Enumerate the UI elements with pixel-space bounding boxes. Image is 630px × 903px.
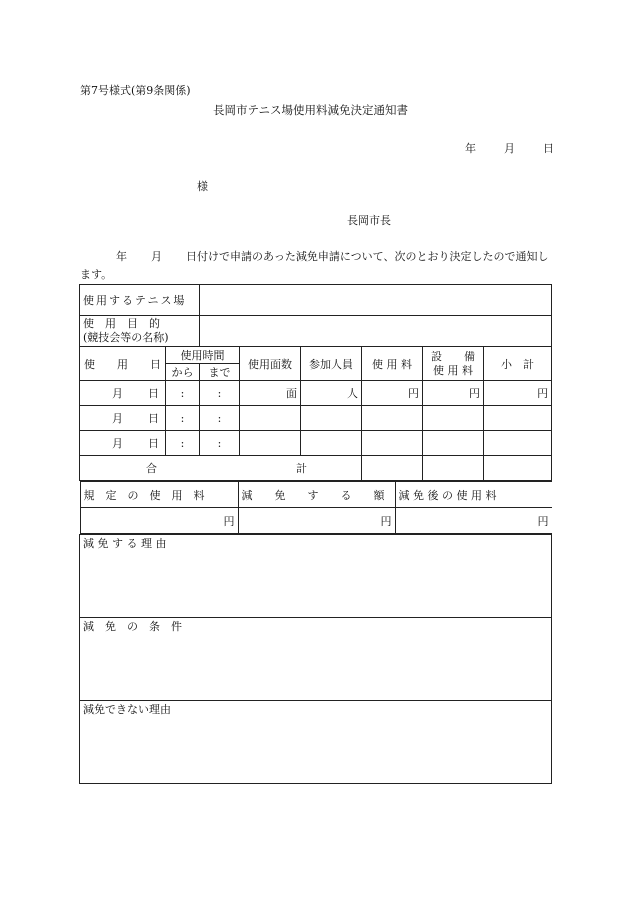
total-subtotal[interactable] [484,456,552,481]
row-people[interactable] [301,406,362,431]
exemption-condition[interactable] [80,618,552,701]
purpose-row [80,316,552,347]
total-fee[interactable] [362,456,423,481]
regular-fee-value[interactable]: 円 [80,508,238,534]
total-label: 合 計 [80,456,362,481]
row-people[interactable] [301,431,362,456]
header-equipment [423,347,484,381]
table-row [80,406,552,431]
exempt-amount-label: 減 免 す る 額 [238,482,395,508]
purpose-label [80,316,200,347]
document-title: 長岡市テニス場使用料減免決定通知書 [213,103,409,117]
header-equipment-line2: 使 用 料 [433,363,473,377]
header-time-to: まで [200,364,240,381]
row-time-to[interactable]: : [200,431,240,456]
after-fee-label: 減 免 後 の 使 用 料 [395,482,552,508]
rejection-reason[interactable] [80,701,552,784]
facility-label: 使用するテニス場 [80,285,200,316]
row-time-to[interactable]: : [200,381,240,406]
header-row-top [80,347,552,364]
reason-row [80,535,552,618]
row-equipment-fee[interactable] [423,406,484,431]
header-time: 使用時間 [166,347,240,364]
issuer-name: 長岡市長 [347,214,391,227]
exemption-reason[interactable] [80,535,552,618]
row-date[interactable]: 月 日 [80,431,166,456]
notice-body [80,248,550,284]
date-month: 月 [504,142,515,155]
header-area: 使用面数 [240,347,301,381]
row-equipment-fee[interactable] [423,431,484,456]
date-year: 年 [465,142,476,155]
row-time-from[interactable]: : [166,431,200,456]
row-date[interactable]: 月 日 [80,406,166,431]
addressee-suffix: 様 [197,180,208,193]
exemption-condition-label: 減 免 の 条 件 [83,620,182,633]
total-equipment-fee[interactable] [423,456,484,481]
date-day: 日 [543,142,554,155]
header-date: 使 用 日 [80,347,166,381]
row-subtotal[interactable]: 円 [484,381,552,406]
header-fee: 使 用 料 [362,347,423,381]
row-area[interactable] [240,406,301,431]
row-time-from[interactable]: : [166,381,200,406]
row-people[interactable]: 人 [301,381,362,406]
regular-fee-label: 規 定 の 使 用 料 [80,482,238,508]
table-row [80,381,552,406]
purpose-label-line1: 使 用 目 的 [83,317,160,330]
body-year: 年 [116,250,127,263]
body-text: 日付けで申請のあった減免申請について、次のとおり決定したので通知します。 [80,250,549,281]
rejection-reason-label: 減免できない理由 [83,703,171,716]
header-time-from: から [166,364,200,381]
purpose-value[interactable] [200,316,552,347]
total-row [80,456,552,481]
fee-summary-row [80,481,552,535]
row-date[interactable]: 月 日 [80,381,166,406]
reject-row [80,701,552,784]
after-fee-value[interactable]: 円 [395,508,552,534]
condition-row [80,618,552,701]
header-subtotal: 小 計 [484,347,552,381]
exempt-amount-value[interactable]: 円 [238,508,395,534]
facility-row [80,285,552,316]
row-fee[interactable]: 円 [362,381,423,406]
row-time-to[interactable]: : [200,406,240,431]
row-subtotal[interactable] [484,406,552,431]
row-subtotal[interactable] [484,431,552,456]
row-equipment-fee[interactable]: 円 [423,381,484,406]
purpose-label-line2: (競技会等の名称) [83,331,169,344]
exemption-reason-label: 減 免 す る 理 由 [83,537,167,550]
row-fee[interactable] [362,406,423,431]
row-time-from[interactable]: : [166,406,200,431]
form-number: 第7号様式(第9条関係) [80,84,191,97]
application-table [79,284,552,784]
table-row [80,431,552,456]
header-people: 参加人員 [301,347,362,381]
row-area[interactable]: 面 [240,381,301,406]
issue-date [465,140,554,156]
header-equipment-line1: 設 備 [431,349,475,363]
facility-value[interactable] [200,285,552,316]
body-month: 月 [151,250,162,263]
row-fee[interactable] [362,431,423,456]
row-area[interactable] [240,431,301,456]
